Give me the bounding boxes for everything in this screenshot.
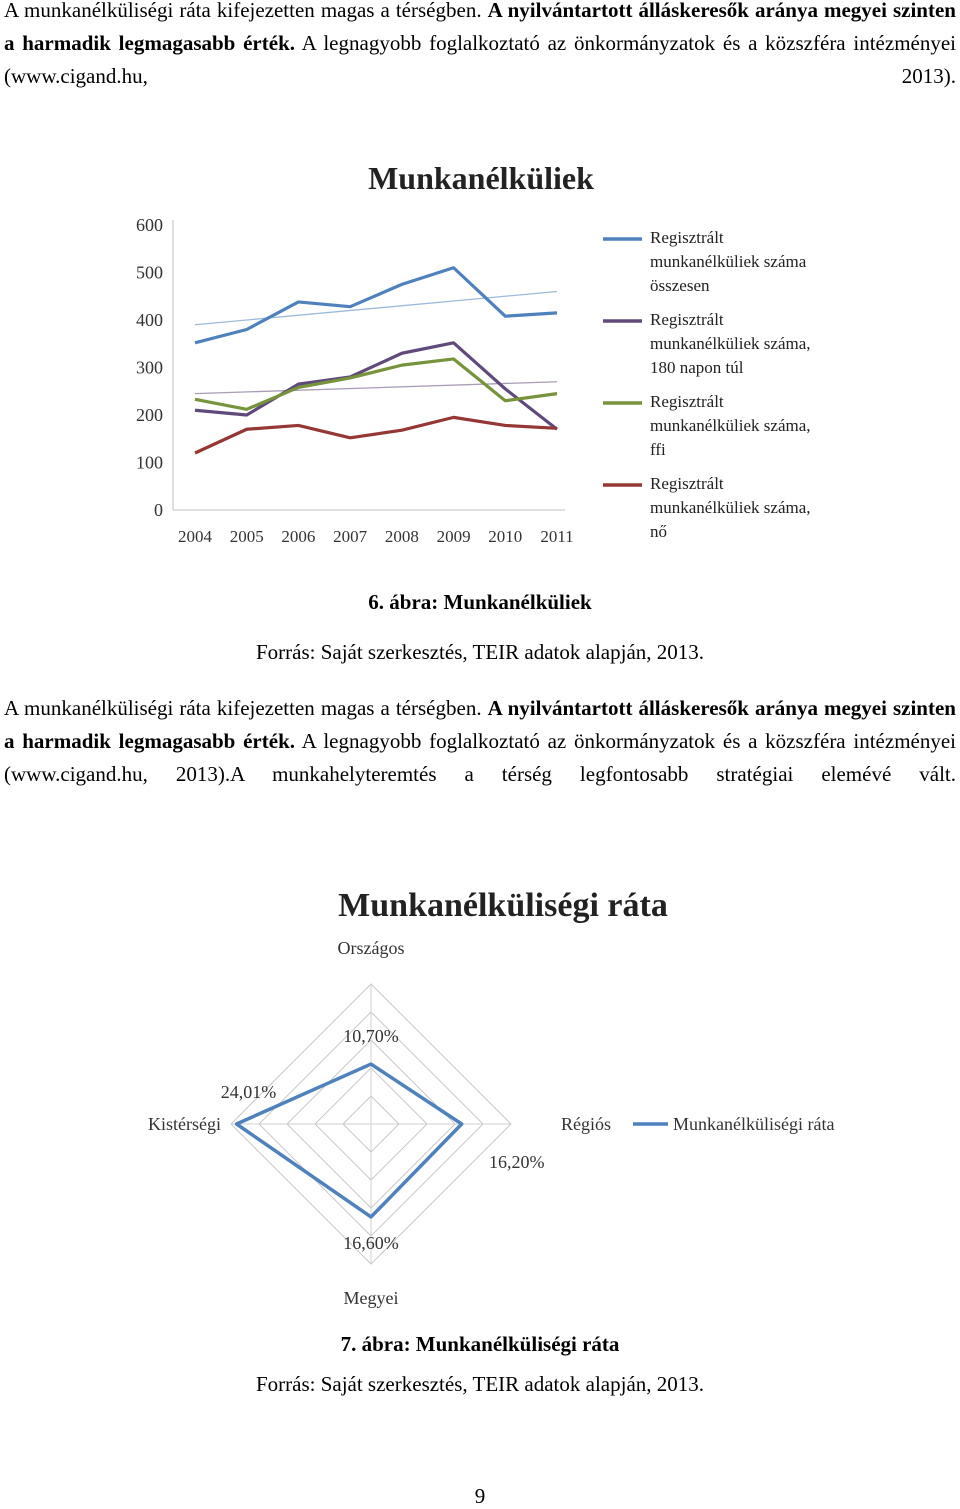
paragraph-bold-text: A nyilvántartott álláskeresők aránya megyei szinten a harmadik legmagasabb érték. <box>4 696 956 753</box>
figure-source-6: Forrás: Saját szerkesztés, TEIR adatok alapján, 2013. <box>255 640 705 664</box>
x-tick-label: 2006 <box>281 527 316 546</box>
legend-label: Munkanélküliségi ráta <box>673 1114 835 1134</box>
radar-chart-munkanelkulisegi-rata <box>143 880 865 1308</box>
y-tick-label: 300 <box>136 357 163 378</box>
paragraph-text-end: A legnagyobb foglalkoztató az önkormányzatok és a közszféra intézményei (www.cigand.hu, 2013).A munkahelyteremtés a térség legfontosabb stratégiai elemévé vált. <box>4 729 956 786</box>
x-tick-label: 2010 <box>488 527 523 546</box>
second-paragraph <box>4 692 956 791</box>
radar-data-label: 16,20% <box>488 1152 545 1172</box>
figure-caption-7: 7. ábra: Munkanélküliségi ráta <box>340 1332 620 1356</box>
radar-category-label: Országos <box>337 938 405 958</box>
radar-category-label: Régiós <box>561 1114 612 1134</box>
page-number: 9 <box>474 1484 486 1508</box>
x-tick-label: 2009 <box>436 527 471 546</box>
chart-title: Munkanélküliségi ráta <box>338 887 668 924</box>
radar-data-label: 16,60% <box>343 1232 399 1253</box>
chart-title: Munkanélküliek <box>368 160 594 196</box>
radar-data-label: 24,01% <box>220 1082 277 1102</box>
figure-caption-6: 6. ábra: Munkanélküliek <box>368 590 592 614</box>
legend-label: Regisztrált munkanélküliek száma, ffi <box>650 392 811 459</box>
radar-category-label: Kistérségi <box>148 1114 221 1134</box>
legend-label: Regisztrált munkanélküliek száma, 180 napon túl <box>650 310 811 377</box>
paragraph-text: A munkanélküliségi ráta kifejezetten magas a térségben. <box>4 0 488 22</box>
y-tick-label: 600 <box>136 215 163 235</box>
line-chart-munkanelkuliek <box>115 155 845 547</box>
paragraph-bold-text: A nyilvántartott álláskeresők aránya megyei szinten a harmadik legmagasabb érték. <box>4 0 956 55</box>
x-tick-label: 2004 <box>178 527 212 546</box>
x-tick-label: 2005 <box>229 527 264 546</box>
x-tick-label: 2011 <box>540 527 574 546</box>
paragraph-text: A munkanélküliségi ráta kifejezetten magas a térségben. <box>4 696 488 720</box>
radar-category-label: Megyei <box>343 1288 399 1308</box>
figure-source-7: Forrás: Saját szerkesztés, TEIR adatok alapján, 2013. <box>255 1372 705 1396</box>
legend-label: Regisztrált munkanélküliek száma, nő <box>650 474 811 541</box>
intro-paragraph <box>4 0 956 93</box>
radar-data-label: 10,70% <box>343 1026 399 1047</box>
paragraph-text-end: A legnagyobb foglalkoztató az önkormányzatok és a közszféra intézményei (www.cigand.hu, 2013). <box>4 31 956 88</box>
y-tick-label: 500 <box>136 262 163 283</box>
y-tick-label: 0 <box>154 500 163 520</box>
legend-label: Regisztrált munkanélküliek száma összesen <box>650 228 807 295</box>
x-tick-label: 2007 <box>333 527 368 546</box>
y-tick-label: 100 <box>136 452 163 473</box>
y-tick-label: 200 <box>136 405 163 425</box>
y-tick-label: 400 <box>136 310 163 330</box>
x-tick-label: 2008 <box>384 527 419 546</box>
